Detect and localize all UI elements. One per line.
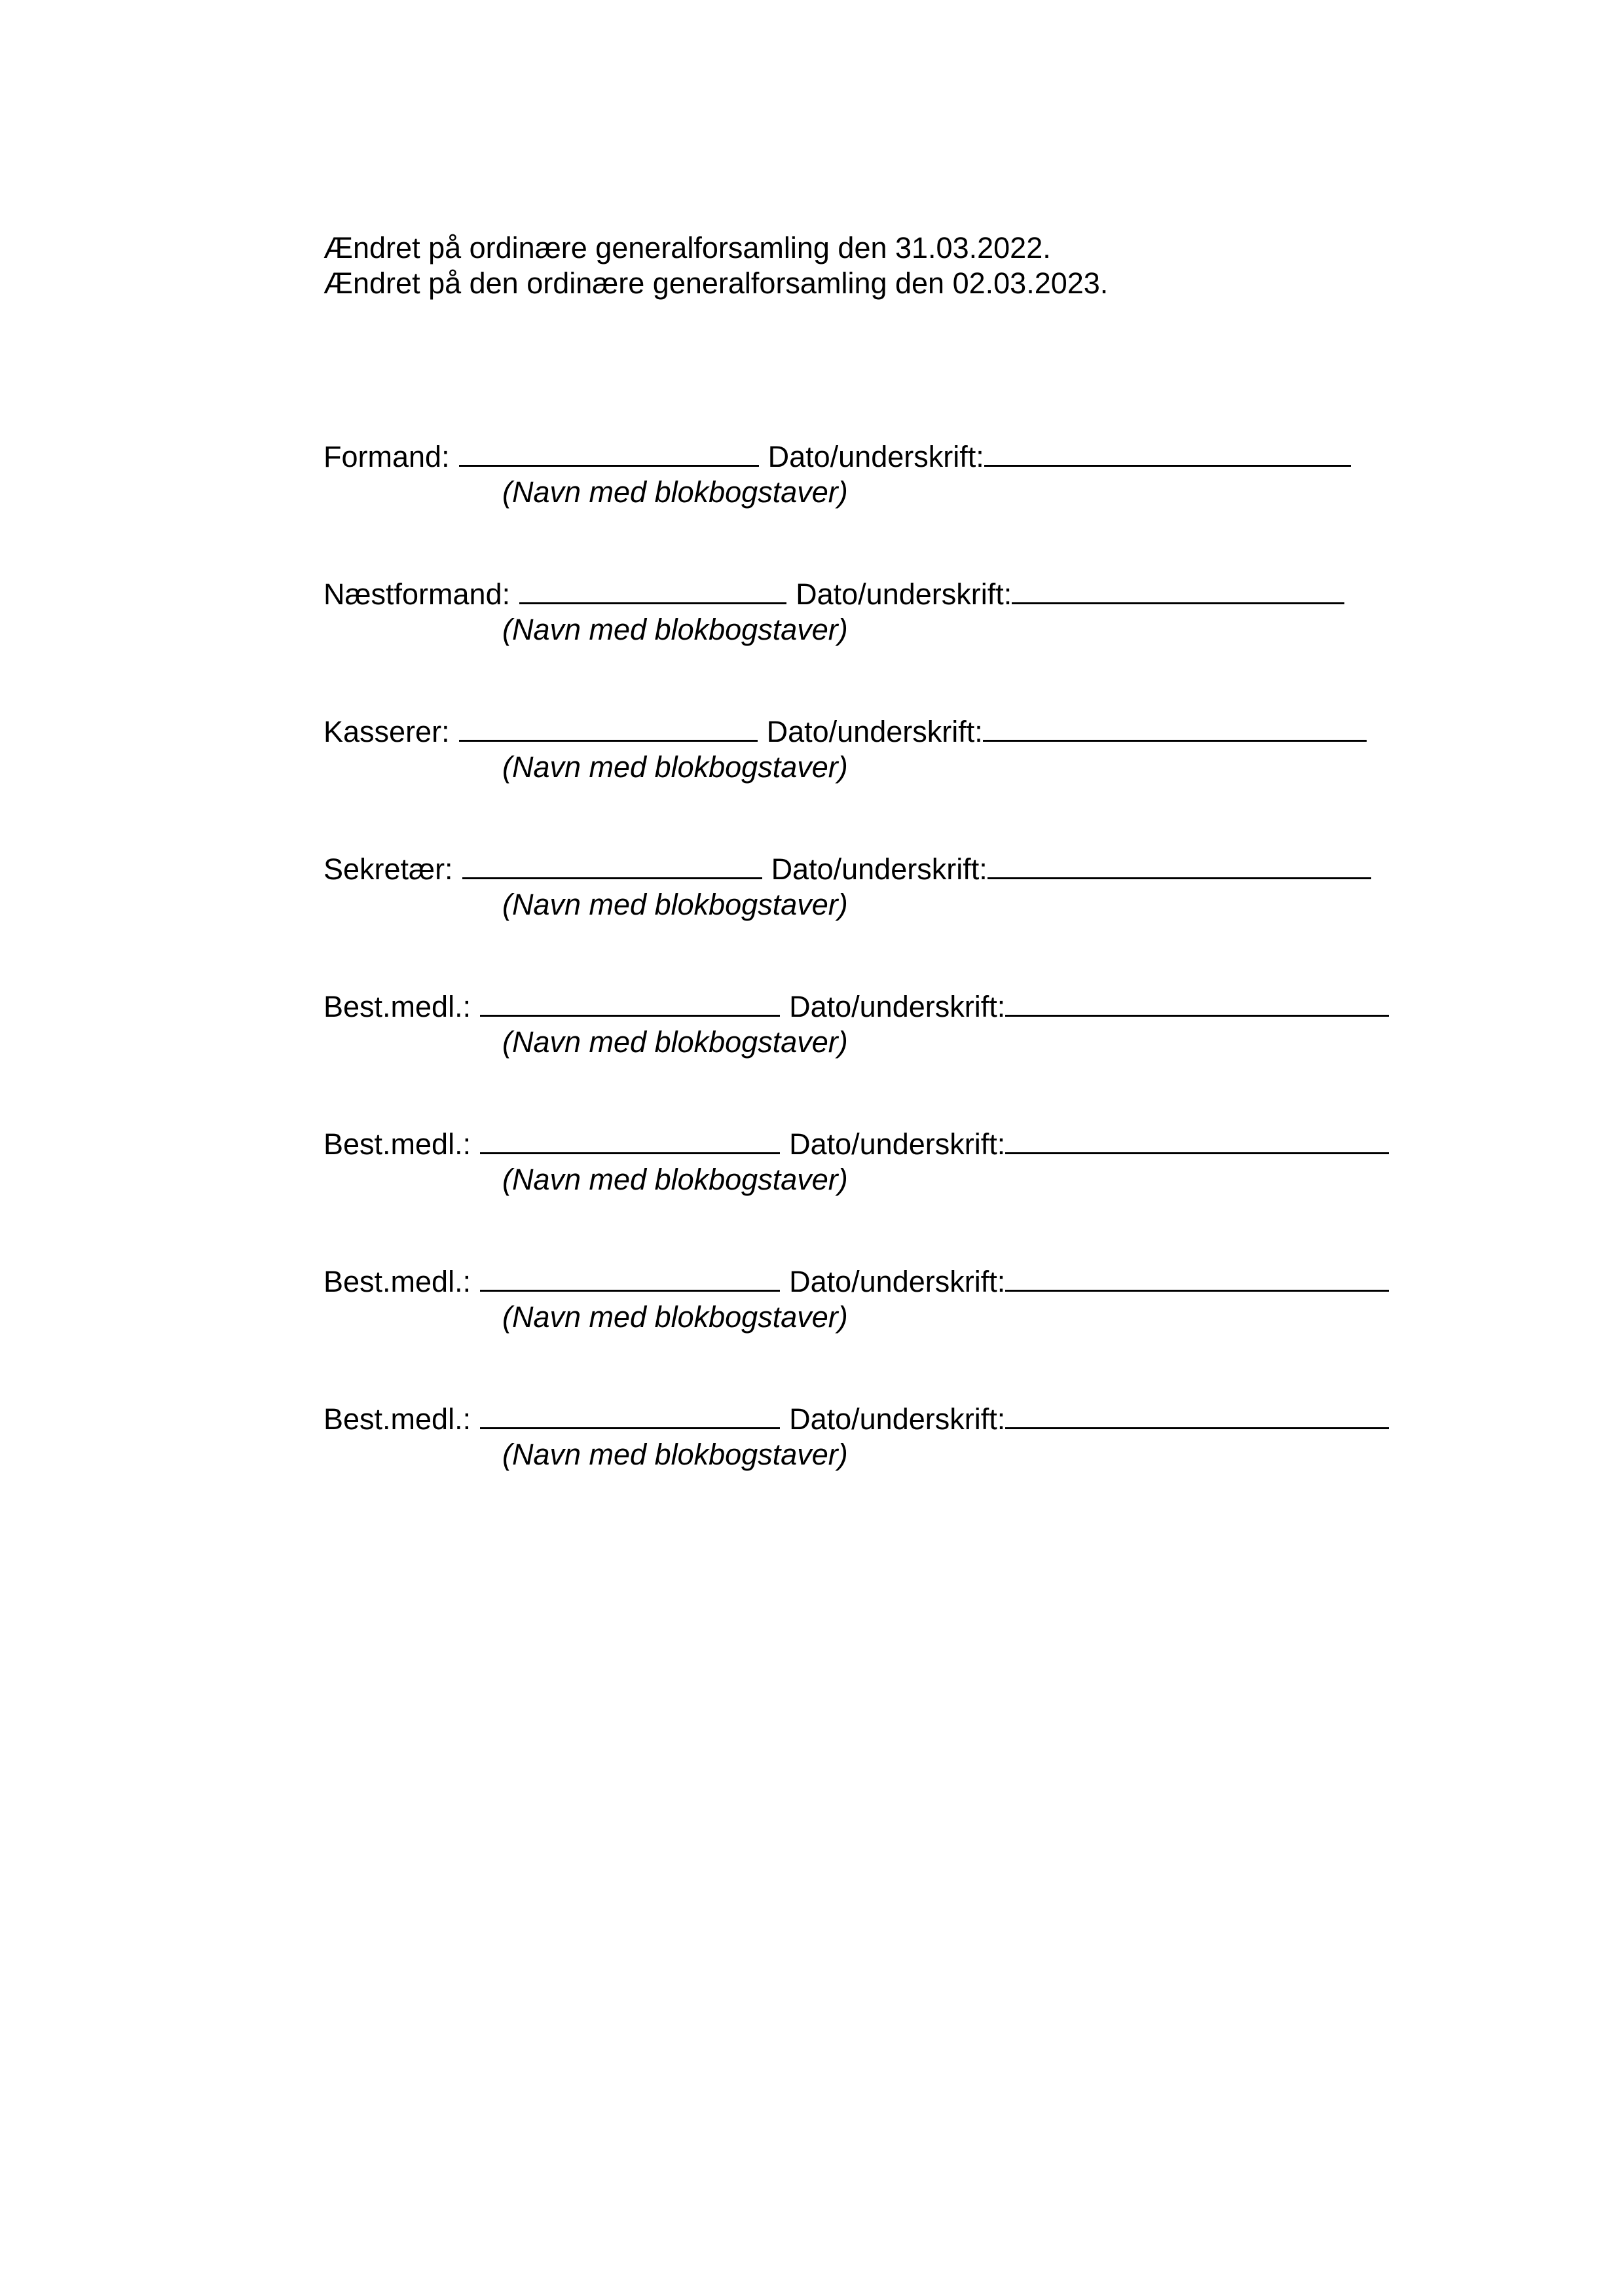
name-hint: (Navn med blokbogstaver) — [502, 1300, 848, 1334]
role-label: Best.medl.: — [323, 1402, 471, 1436]
date-signature-label: Dato/underskrift: — [767, 440, 984, 473]
role-label: Best.medl.: — [323, 990, 471, 1023]
name-field[interactable] — [480, 1401, 780, 1429]
signature-field[interactable] — [1005, 1401, 1389, 1429]
signature-block-bestyrelsesmedlem-3 — [323, 1264, 1437, 1335]
date-signature-label: Dato/underskrift: — [789, 1127, 1006, 1161]
name-field[interactable] — [459, 714, 758, 742]
signature-field[interactable] — [1005, 1126, 1389, 1154]
amendment-notes — [323, 230, 1108, 301]
signature-block-naestformand — [323, 576, 1437, 647]
signature-block-bestyrelsesmedlem-1 — [323, 989, 1437, 1060]
name-hint: (Navn med blokbogstaver) — [502, 750, 848, 784]
signature-block-bestyrelsesmedlem-2 — [323, 1126, 1437, 1197]
date-signature-label: Dato/underskrift: — [796, 577, 1012, 611]
name-field[interactable] — [480, 989, 780, 1017]
signature-block-kasserer — [323, 714, 1437, 785]
role-label: Best.medl.: — [323, 1127, 471, 1161]
signature-block-bestyrelsesmedlem-4 — [323, 1401, 1437, 1472]
role-label: Best.medl.: — [323, 1265, 471, 1298]
amendment-line: Ændret på ordinære generalforsamling den 31.03.2022. — [323, 231, 1051, 264]
signature-block-formand — [323, 439, 1437, 510]
amendment-line: Ændret på den ordinære generalforsamling den 02.03.2023. — [323, 266, 1109, 300]
signature-block-sekretaer — [323, 851, 1437, 922]
name-field[interactable] — [480, 1264, 780, 1292]
signature-field[interactable] — [983, 714, 1367, 742]
name-hint: (Navn med blokbogstaver) — [502, 613, 848, 646]
date-signature-label: Dato/underskrift: — [789, 1265, 1006, 1298]
date-signature-label: Dato/underskrift: — [789, 1402, 1006, 1436]
signature-field[interactable] — [1005, 1264, 1389, 1292]
signature-field[interactable] — [1012, 576, 1344, 604]
name-field[interactable] — [459, 439, 759, 467]
signature-field[interactable] — [987, 851, 1371, 879]
role-label: Næstformand: — [323, 577, 511, 611]
name-hint: (Navn med blokbogstaver) — [502, 475, 848, 509]
name-field[interactable] — [462, 851, 762, 879]
signature-field[interactable] — [1005, 989, 1389, 1017]
signature-field[interactable] — [984, 439, 1351, 467]
role-label: Formand: — [323, 440, 450, 473]
name-field[interactable] — [519, 576, 786, 604]
date-signature-label: Dato/underskrift: — [789, 990, 1006, 1023]
name-hint: (Navn med blokbogstaver) — [502, 1025, 848, 1059]
name-hint: (Navn med blokbogstaver) — [502, 888, 848, 921]
name-hint: (Navn med blokbogstaver) — [502, 1163, 848, 1196]
date-signature-label: Dato/underskrift: — [771, 852, 987, 886]
name-field[interactable] — [480, 1126, 780, 1154]
name-hint: (Navn med blokbogstaver) — [502, 1438, 848, 1471]
date-signature-label: Dato/underskrift: — [766, 715, 983, 748]
role-label: Sekretær: — [323, 852, 453, 886]
role-label: Kasserer: — [323, 715, 450, 748]
